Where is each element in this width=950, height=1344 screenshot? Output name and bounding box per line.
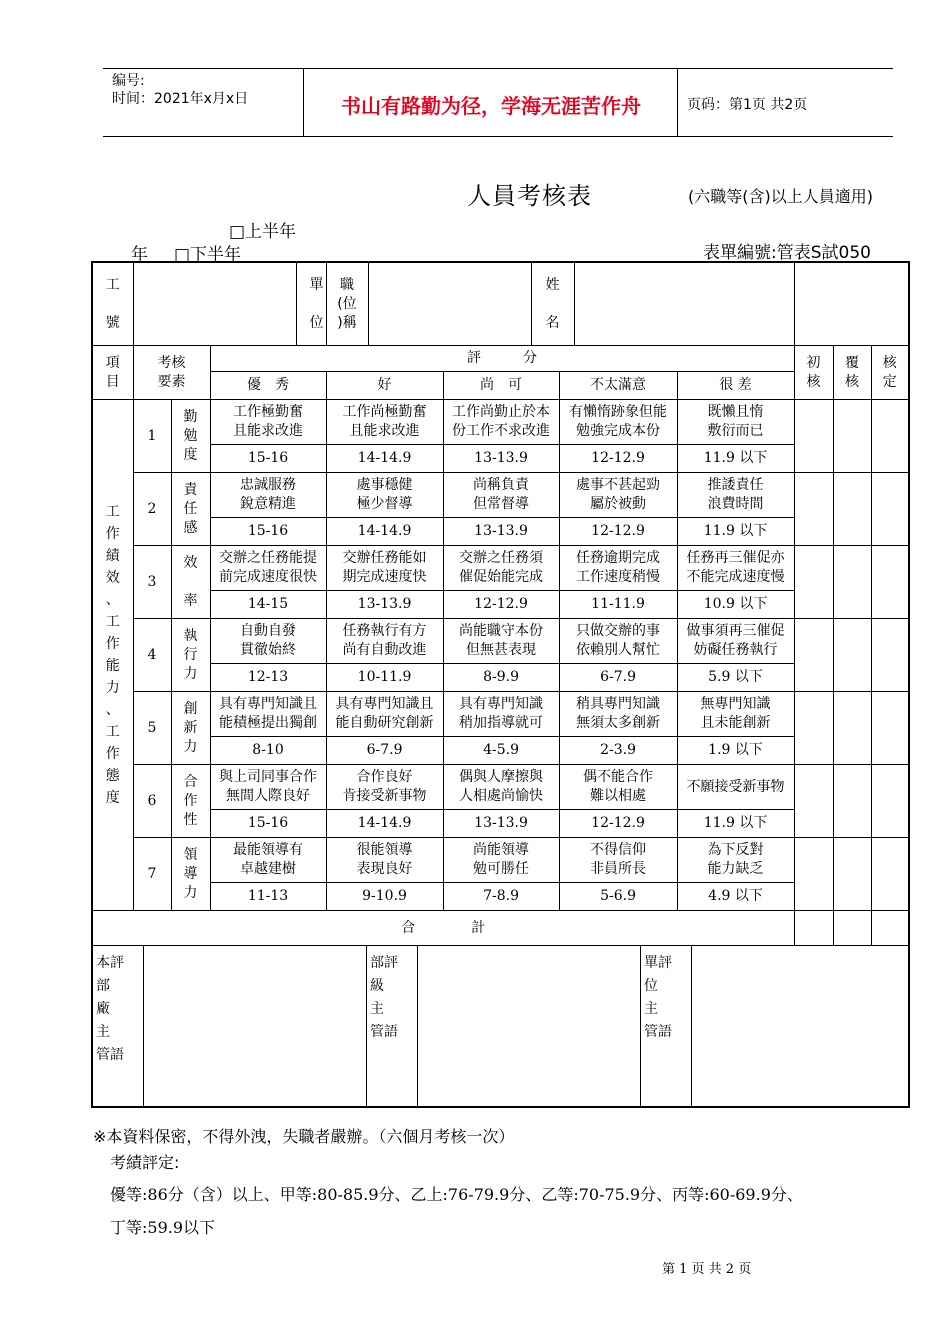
first-review-cell[interactable]: [794, 619, 833, 692]
re-review-cell[interactable]: [833, 546, 871, 619]
criterion-number: 1: [133, 400, 171, 473]
score-header: 評 分: [210, 346, 794, 372]
re-review-cell[interactable]: [833, 765, 871, 838]
name-field-inner[interactable]: [574, 263, 794, 345]
grade-poor: 很 差: [677, 372, 794, 400]
criterion-name: 勤 勉 度: [171, 400, 210, 473]
criterion-description: 自動自發 貫徹始終: [210, 619, 326, 664]
score-range: 7-8.9: [443, 883, 559, 911]
header-time-label: 时间：2021年x月x日: [112, 91, 249, 107]
table-row: [92, 883, 909, 911]
score-range: 15-16: [210, 445, 326, 473]
criterion-description: 偶不能合作 難以相處: [559, 765, 677, 810]
criterion-number: 6: [133, 765, 171, 838]
re-review-cell[interactable]: [833, 838, 871, 911]
criterion-description: 既懶且惰 敷衍而已: [677, 400, 794, 445]
score-range: 9-10.9: [326, 883, 443, 911]
criterion-description: 推諉責任 浪費時間: [677, 473, 794, 518]
criterion-name: 執 行 力: [171, 619, 210, 692]
criterion-description: 處事穩健 極少督導: [326, 473, 443, 518]
final-review-cell[interactable]: [871, 546, 909, 619]
first-review-cell[interactable]: [794, 546, 833, 619]
factor-header: 考核 要素: [133, 346, 210, 400]
total-first-review[interactable]: [794, 911, 833, 946]
score-range: 5-6.9: [559, 883, 677, 911]
score-range: 13-13.9: [326, 591, 443, 619]
score-range: 13-13.9: [443, 445, 559, 473]
grading-title: 考績評定:: [110, 1153, 180, 1172]
info-row: [92, 262, 909, 346]
criterion-description: 任務逾期完成 工作速度稍慢: [559, 546, 677, 591]
score-range: 2-3.9: [559, 737, 677, 765]
criterion-description: 只做交辦的事 依賴別人幫忙: [559, 619, 677, 664]
header-divider-left: [303, 68, 304, 136]
first-review-cell[interactable]: [794, 473, 833, 546]
score-range: 14-15: [210, 591, 326, 619]
final-review-header: 核 定: [871, 346, 909, 400]
final-review-cell[interactable]: [871, 619, 909, 692]
re-review-cell[interactable]: [833, 473, 871, 546]
score-range: 4.9 以下: [677, 883, 794, 911]
score-range: 12-12.9: [559, 445, 677, 473]
table-row: [92, 765, 909, 810]
employee-id-field[interactable]: [134, 263, 297, 345]
first-review-cell[interactable]: [794, 838, 833, 911]
criterion-number: 3: [133, 546, 171, 619]
table-row: [92, 810, 909, 838]
score-range: 11-11.9: [559, 591, 677, 619]
table-row: [92, 619, 909, 664]
criterion-description: 不得信仰 非員所長: [559, 838, 677, 883]
criterion-description: 無專門知識 且未能創新: [677, 692, 794, 737]
header-bottom-rule: [103, 136, 893, 137]
score-range: 6-7.9: [559, 664, 677, 692]
header-page-info: 页码：第1页 共2页: [687, 97, 808, 113]
criterion-description: 具有專門知識且 能自動研究創新: [326, 692, 443, 737]
item-header: 項 目: [92, 346, 133, 400]
score-range: 15-16: [210, 518, 326, 546]
score-range: 11-13: [210, 883, 326, 911]
table-header-row: [92, 346, 909, 372]
criterion-number: 7: [133, 838, 171, 911]
name-label: 姓 名: [531, 263, 574, 345]
unit-manager-comment[interactable]: [692, 946, 909, 1106]
header-meta: [112, 72, 248, 108]
criterion-description: 做事須再三催促 妨礙任務執行: [677, 619, 794, 664]
final-review-cell[interactable]: [871, 838, 909, 911]
table-row: [92, 838, 909, 883]
info-cells-2: [326, 262, 794, 346]
criterion-description: 處事不甚起勁 屬於被動: [559, 473, 677, 518]
evaluation-table: [91, 261, 910, 1108]
criterion-name: 責 任 感: [171, 473, 210, 546]
criterion-name: 效 率: [171, 546, 210, 619]
confidential-note: ※本資料保密，不得外洩，失職者嚴辦。（六個月考核一次）: [93, 1127, 515, 1146]
criterion-name: 領 導 力: [171, 838, 210, 911]
final-review-cell[interactable]: [871, 473, 909, 546]
re-review-header: 覆 核: [833, 346, 871, 400]
category-label: 工 作 績 效 、 工 作 能 力 、 工 作 態 度: [92, 400, 133, 911]
criterion-description: 尚能領導 勉可勝任: [443, 838, 559, 883]
final-review-cell[interactable]: [871, 400, 909, 473]
unit-label: 單 位: [296, 263, 326, 345]
total-label: 合 計: [92, 911, 794, 946]
info-cells-1: [133, 262, 326, 346]
position-field[interactable]: [368, 263, 531, 345]
criterion-description: 具有專門知識 稍加指導就可: [443, 692, 559, 737]
criterion-description: 忠誠服務 銳意精進: [210, 473, 326, 518]
grade-fair: 尚 可: [443, 372, 559, 400]
first-review-cell[interactable]: [794, 692, 833, 765]
criterion-description: 交辦任務能如 期完成速度快: [326, 546, 443, 591]
form-subtitle: (六職等(含)以上人員適用): [688, 187, 873, 206]
first-review-cell[interactable]: [794, 765, 833, 838]
total-final-review[interactable]: [871, 911, 909, 946]
score-range: 12-12.9: [559, 518, 677, 546]
grade-header-row: [92, 372, 909, 400]
table-row: [92, 400, 909, 445]
criterion-description: 尚能職守本份 但無甚表現: [443, 619, 559, 664]
final-review-cell[interactable]: [871, 765, 909, 838]
grade-excellent: 優 秀: [210, 372, 326, 400]
form-number: 表單編號:管表S試050: [703, 243, 871, 263]
first-review-cell[interactable]: [794, 400, 833, 473]
criterion-description: 合作良好 肯接受新事物: [326, 765, 443, 810]
dept-manager-comment[interactable]: [144, 946, 367, 1106]
criterion-description: 交辦之任務能提 前完成速度很快: [210, 546, 326, 591]
employee-id-label: 工 號: [92, 262, 133, 346]
comments-container: [92, 946, 909, 1108]
score-range: 8-10: [210, 737, 326, 765]
grading-line-2: 丁等:59.9以下: [110, 1218, 216, 1237]
re-review-cell[interactable]: [833, 692, 871, 765]
score-range: 5.9 以下: [677, 664, 794, 692]
criterion-description: 工作極勤奮 且能求改進: [210, 400, 326, 445]
section-manager-comment[interactable]: [418, 946, 641, 1106]
name-field[interactable]: [794, 262, 909, 346]
criterion-name: 創 新 力: [171, 692, 210, 765]
table-row: [92, 692, 909, 737]
criterion-number: 5: [133, 692, 171, 765]
half-first-checkbox[interactable]: □上半年: [229, 222, 297, 242]
criterion-description: 具有專門知識且 能積極提出獨創: [210, 692, 326, 737]
total-re-review[interactable]: [833, 911, 871, 946]
first-review-header: 初 核: [794, 346, 833, 400]
year-label: 年: [131, 245, 148, 265]
criterion-name: 合 作 性: [171, 765, 210, 838]
comments-row: [92, 946, 909, 1108]
half-second-checkbox[interactable]: □下半年: [174, 245, 242, 265]
score-range: 11.9 以下: [677, 518, 794, 546]
table-row: [92, 473, 909, 518]
criterion-description: 工作尚勤止於本 份工作不求改進: [443, 400, 559, 445]
section-manager-label: 部評 級 主 管語: [367, 946, 418, 1106]
score-range: 12-12.9: [559, 810, 677, 838]
grade-good: 好: [326, 372, 443, 400]
score-range: 8-9.9: [443, 664, 559, 692]
score-range: 10.9 以下: [677, 591, 794, 619]
score-range: 14-14.9: [326, 518, 443, 546]
final-review-cell[interactable]: [871, 692, 909, 765]
unit-manager-label: 單評 位 主 管語: [641, 946, 692, 1106]
criterion-number: 4: [133, 619, 171, 692]
criterion-description: 有懶惰跡象但能 勉強完成本份: [559, 400, 677, 445]
criterion-description: 很能領導 表現良好: [326, 838, 443, 883]
score-range: 4-5.9: [443, 737, 559, 765]
criterion-description: 偶與人摩擦與 人相處尚愉快: [443, 765, 559, 810]
header-number-label: 编号:: [112, 73, 145, 89]
criterion-description: 最能領導有 卓越建樹: [210, 838, 326, 883]
header-top-rule: [103, 68, 893, 69]
score-range: 14-14.9: [326, 810, 443, 838]
criterion-description: 尚稱負責 但常督導: [443, 473, 559, 518]
table-row: [92, 518, 909, 546]
criterion-description: 任務執行有方 尚有自動改進: [326, 619, 443, 664]
grade-unsatisfactory: 不太滿意: [559, 372, 677, 400]
score-range: 13-13.9: [443, 518, 559, 546]
score-range: 13-13.9: [443, 810, 559, 838]
score-range: 14-14.9: [326, 445, 443, 473]
score-range: 12-13: [210, 664, 326, 692]
header-motto: 书山有路勤为径，学海无涯苦作舟: [341, 94, 641, 118]
header-divider-right: [677, 68, 678, 136]
score-range: 1.9 以下: [677, 737, 794, 765]
criterion-description: 交辦之任務須 催促始能完成: [443, 546, 559, 591]
score-range: 10-11.9: [326, 664, 443, 692]
table-row: [92, 546, 909, 591]
table-row: [92, 664, 909, 692]
score-range: 15-16: [210, 810, 326, 838]
grading-line-1: 優等:86分（含）以上、甲等:80-85.9分、乙上:76-79.9分、乙等:70-75.9分、丙等:60-69.9分、: [110, 1185, 803, 1204]
page-footer: 第 1 页 共 2 页: [662, 1262, 752, 1277]
criterion-description: 工作尚極勤奮 且能求改進: [326, 400, 443, 445]
dept-manager-label: 本評 部 廠 主 管語: [93, 946, 144, 1106]
table-row: [92, 737, 909, 765]
re-review-cell[interactable]: [833, 619, 871, 692]
table-row: [92, 591, 909, 619]
score-range: 6-7.9: [326, 737, 443, 765]
score-range: 12-12.9: [443, 591, 559, 619]
score-range: 11.9 以下: [677, 810, 794, 838]
score-range: 11.9 以下: [677, 445, 794, 473]
criterion-description: 稍具專門知識 無須太多創新: [559, 692, 677, 737]
criterion-description: 與上司同事合作 無間人際良好: [210, 765, 326, 810]
criterion-description: 任務再三催促亦 不能完成速度慢: [677, 546, 794, 591]
form-title: 人員考核表: [467, 182, 592, 210]
criterion-number: 2: [133, 473, 171, 546]
criterion-description: 為下反對 能力缺乏: [677, 838, 794, 883]
re-review-cell[interactable]: [833, 400, 871, 473]
table-row: [92, 445, 909, 473]
criterion-description: 不願接受新事物: [677, 765, 794, 810]
position-label: 職 (位 )稱: [327, 263, 369, 345]
total-row: [92, 911, 909, 946]
